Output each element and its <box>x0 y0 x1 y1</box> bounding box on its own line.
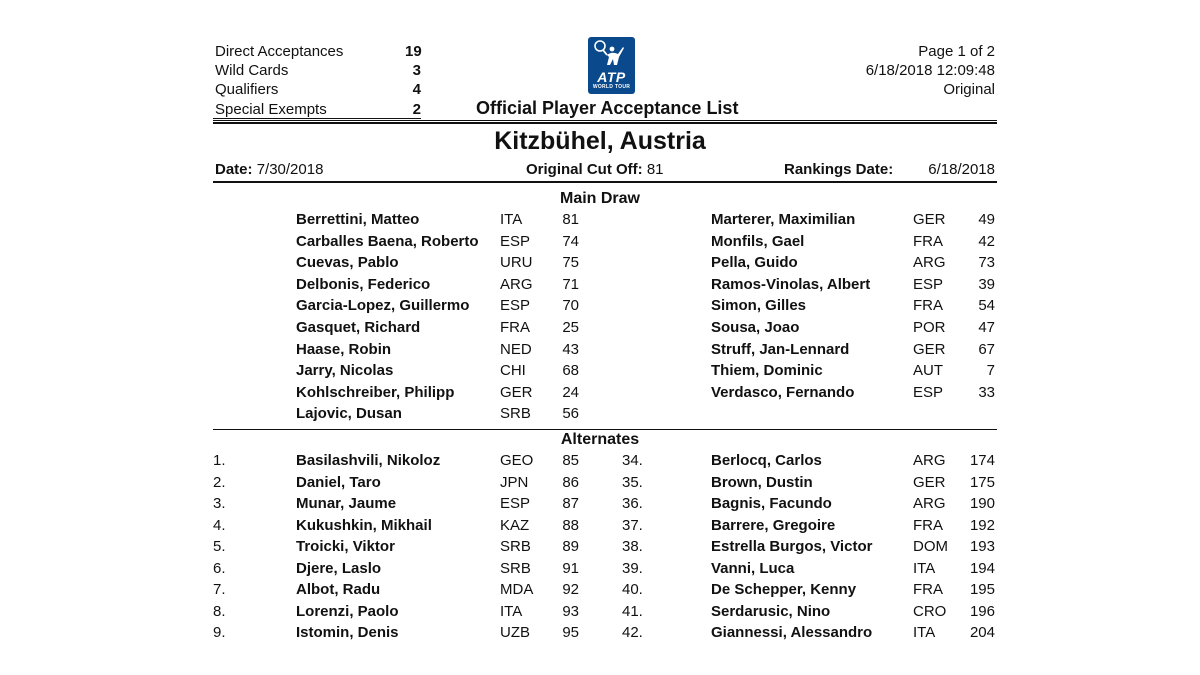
player-country: ESP <box>500 297 531 315</box>
player-country: GER <box>913 340 946 358</box>
player-rank: 192 <box>969 516 995 534</box>
player-name: Vanni, Luca <box>711 559 795 577</box>
header-rule-thick <box>213 122 997 124</box>
page-number: Page 1 of 2 <box>918 43 995 60</box>
player-rank: 73 <box>978 254 995 272</box>
player-rank: 195 <box>969 581 995 598</box>
player-rank: 190 <box>969 495 995 512</box>
player-rank: 175 <box>969 473 995 491</box>
player-country: AUT <box>913 362 943 380</box>
summary-value-direct: 19 <box>405 43 422 60</box>
summary-value-qualifiers: 4 <box>412 81 421 98</box>
player-name: De Schepper, Kenny <box>711 581 857 598</box>
alternate-number: 3. <box>213 495 226 512</box>
player-rank: 47 <box>978 319 995 336</box>
player-rank: 56 <box>562 405 579 423</box>
player-name: Basilashvili, Nikoloz <box>296 452 441 469</box>
player-name: Troicki, Viktor <box>296 538 395 555</box>
player-rank: 174 <box>969 452 995 469</box>
player-rank: 24 <box>562 383 579 401</box>
player-rank: 67 <box>978 340 995 358</box>
player-name: Sousa, Joao <box>711 319 800 336</box>
player-rank: 25 <box>562 319 579 336</box>
player-rank: 39 <box>978 275 995 293</box>
player-country: URU <box>500 254 533 272</box>
cutoff-value: 81 <box>646 161 664 178</box>
alternate-number: 7. <box>213 581 226 598</box>
alternate-number: 9. <box>213 624 226 641</box>
player-name: Kukushkin, Mikhail <box>296 516 432 534</box>
player-name: Jarry, Nicolas <box>296 362 394 380</box>
player-name: Marterer, Maximilian <box>711 211 856 228</box>
summary-value-special: 2 <box>412 101 421 118</box>
player-name: Pella, Guido <box>711 254 798 272</box>
logo-wordmark: ATP <box>597 69 626 85</box>
player-country: ITA <box>500 211 523 228</box>
alternate-number: 40. <box>622 581 643 598</box>
player-country: GER <box>913 473 946 491</box>
player-name: Brown, Dustin <box>711 473 813 491</box>
alternate-number: 35. <box>622 473 643 491</box>
player-rank: 43 <box>562 340 579 358</box>
player-name: Daniel, Taro <box>296 473 381 491</box>
alternate-number: 8. <box>213 602 226 620</box>
player-country: SRB <box>500 405 531 423</box>
cutoff-row <box>526 161 664 178</box>
player-name: Garcia-Lopez, Guillermo <box>296 297 470 315</box>
player-name: Giannessi, Alessandro <box>711 624 873 641</box>
player-name: Estrella Burgos, Victor <box>711 538 873 555</box>
alternate-number: 37. <box>622 516 643 534</box>
player-rank: 89 <box>562 538 579 555</box>
player-country: SRB <box>500 538 531 555</box>
player-rank: 81 <box>562 211 579 228</box>
player-name: Simon, Gilles <box>711 297 807 315</box>
player-name: Berlocq, Carlos <box>711 452 822 469</box>
player-rank: 33 <box>978 383 995 401</box>
date-label: Date: <box>215 161 253 178</box>
player-name: Verdasco, Fernando <box>711 383 855 401</box>
player-country: ESP <box>500 232 531 250</box>
player-silhouette-icon <box>588 37 635 71</box>
player-country: JPN <box>500 473 529 491</box>
player-rank: 54 <box>978 297 995 315</box>
document-title: Official Player Acceptance List <box>476 98 739 118</box>
rankings-date-value: 6/18/2018 <box>928 161 995 178</box>
player-country: DOM <box>913 538 948 555</box>
player-country: ESP <box>500 495 531 512</box>
player-country: GEO <box>500 452 534 469</box>
print-timestamp: 6/18/2018 12:09:48 <box>865 62 995 79</box>
summary-value-wildcards: 3 <box>412 62 421 79</box>
player-country: FRA <box>913 516 943 534</box>
player-country: ITA <box>913 624 936 641</box>
player-country: SRB <box>500 559 531 577</box>
player-name: Bagnis, Facundo <box>711 495 832 512</box>
player-name: Barrere, Gregoire <box>711 516 836 534</box>
player-name: Delbonis, Federico <box>296 275 431 293</box>
player-country: FRA <box>913 297 943 315</box>
player-rank: 71 <box>562 275 579 293</box>
player-country: FRA <box>913 232 943 250</box>
player-country: ESP <box>913 275 944 293</box>
alternate-number: 41. <box>622 602 643 620</box>
logo-subtitle: WORLD TOUR <box>592 84 631 90</box>
player-country: GER <box>913 211 946 228</box>
alternates-rule <box>213 429 997 430</box>
alternate-number: 4. <box>213 516 226 534</box>
atp-logo <box>588 37 635 94</box>
summary-label-special: Special Exempts <box>215 101 327 118</box>
player-rank: 7 <box>986 362 995 380</box>
alternate-number: 42. <box>622 624 643 641</box>
player-rank: 68 <box>562 362 579 380</box>
alternate-number: 36. <box>622 495 643 512</box>
player-country: FRA <box>913 581 943 598</box>
player-rank: 86 <box>562 473 579 491</box>
player-country: FRA <box>500 319 530 336</box>
player-country: MDA <box>500 581 534 598</box>
player-name: Istomin, Denis <box>296 624 399 641</box>
player-country: ARG <box>913 452 946 469</box>
player-country: GER <box>500 383 533 401</box>
main-draw-heading: Main Draw <box>559 190 640 207</box>
alternate-number: 1. <box>213 452 226 469</box>
date-value: 7/30/2018 <box>256 161 324 178</box>
summary-label-wildcards: Wild Cards <box>215 62 289 79</box>
player-country: UZB <box>500 624 530 641</box>
rankings-date-label: Rankings Date: <box>784 161 894 178</box>
player-rank: 196 <box>969 602 995 620</box>
alternate-number: 2. <box>213 473 226 491</box>
player-name: Carballes Baena, Roberto <box>296 232 479 250</box>
summary-label-direct: Direct Acceptances <box>215 43 344 60</box>
player-name: Lorenzi, Paolo <box>296 602 399 620</box>
player-name: Berrettini, Matteo <box>296 211 420 228</box>
player-name: Djere, Laslo <box>296 559 382 577</box>
player-name: Munar, Jaume <box>296 495 397 512</box>
tournament-venue: Kitzbühel, Austria <box>494 127 706 155</box>
summary-label-qualifiers: Qualifiers <box>215 81 279 98</box>
document-status: Original <box>943 81 995 98</box>
player-country: NED <box>500 340 532 358</box>
player-rank: 74 <box>562 232 579 250</box>
cutoff-label: Original Cut Off: <box>526 161 643 178</box>
player-rank: 92 <box>562 581 579 598</box>
player-name: Kohlschreiber, Philipp <box>296 383 455 401</box>
player-rank: 95 <box>562 624 579 641</box>
player-rank: 87 <box>562 495 579 512</box>
player-name: Struff, Jan-Lennard <box>711 340 850 358</box>
date-row <box>215 161 323 178</box>
player-name: Cuevas, Pablo <box>296 254 399 272</box>
player-rank: 91 <box>562 559 579 577</box>
player-rank: 88 <box>562 516 579 534</box>
player-rank: 194 <box>969 559 995 577</box>
player-rank: 85 <box>562 452 579 469</box>
player-name: Gasquet, Richard <box>296 319 421 336</box>
player-country: ESP <box>913 383 944 401</box>
player-country: POR <box>913 319 946 336</box>
player-country: CRO <box>913 602 947 620</box>
player-rank: 93 <box>562 602 579 620</box>
player-country: ARG <box>913 495 946 512</box>
player-name: Haase, Robin <box>296 340 392 358</box>
player-name: Thiem, Dominic <box>711 362 823 380</box>
player-country: ARG <box>913 254 946 272</box>
player-country: CHI <box>500 362 526 380</box>
player-rank: 70 <box>562 297 579 315</box>
player-rank: 49 <box>978 211 995 228</box>
summary-underline <box>213 118 421 119</box>
player-country: KAZ <box>500 516 530 534</box>
alternates-heading: Alternates <box>560 431 640 448</box>
player-rank: 204 <box>969 624 995 641</box>
alternate-number: 6. <box>213 559 226 577</box>
alternate-number: 5. <box>213 538 226 555</box>
player-name: Monfils, Gael <box>711 232 805 250</box>
player-country: ITA <box>500 602 523 620</box>
alternate-number: 39. <box>622 559 643 577</box>
alternate-number: 38. <box>622 538 643 555</box>
player-rank: 75 <box>562 254 579 272</box>
player-name: Albot, Radu <box>296 581 381 598</box>
alternate-number: 34. <box>622 452 643 469</box>
player-name: Ramos-Vinolas, Albert <box>711 275 871 293</box>
player-rank: 42 <box>978 232 995 250</box>
player-country: ITA <box>913 559 936 577</box>
meta-rule <box>213 181 997 183</box>
player-rank: 193 <box>969 538 995 555</box>
player-name: Lajovic, Dusan <box>296 405 402 423</box>
player-name: Serdarusic, Nino <box>711 602 831 620</box>
player-country: ARG <box>500 275 533 293</box>
header-rule-thin <box>213 120 997 121</box>
